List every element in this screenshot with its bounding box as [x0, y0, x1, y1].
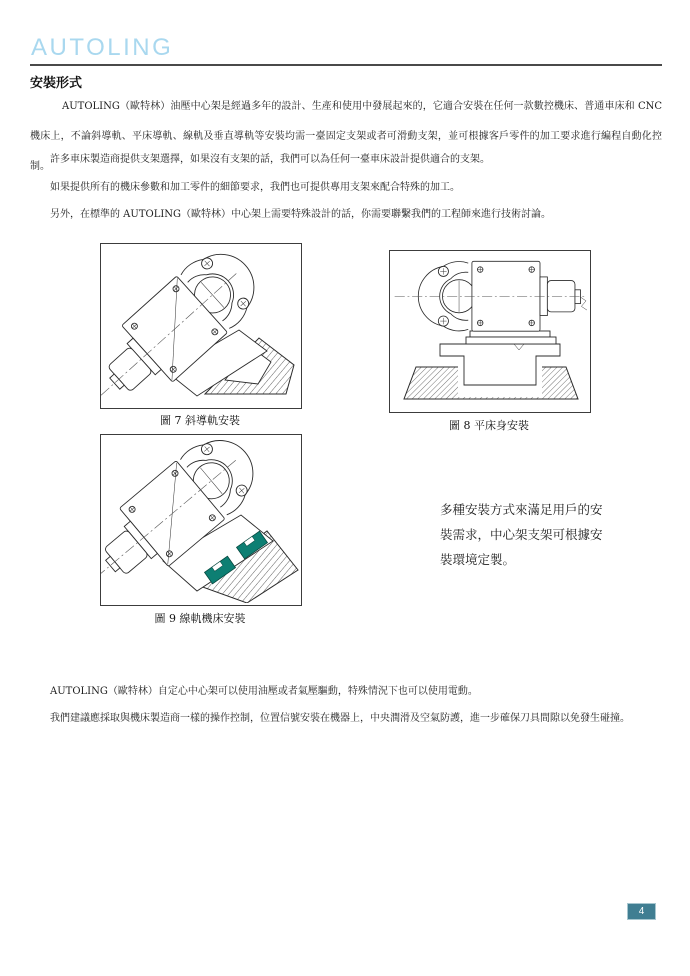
- inclined-rail-drawing-image: [101, 244, 299, 406]
- page-number: 4: [638, 906, 645, 917]
- page-number-badge: [627, 903, 656, 920]
- linear-rail-drawing-image: [101, 435, 299, 603]
- side-note: 多種安裝方式來滿足用戶的安裝需求，中心架支架可根據安裝環境定製。: [440, 502, 603, 567]
- flat-bed-drawing-image: [390, 251, 588, 410]
- figure-9-caption: 圖 9 線軌機床安裝: [154, 612, 246, 625]
- figure-7-caption: 圖 7 斜導軌安裝: [160, 414, 240, 427]
- paragraph-intro-2: 許多車床製造商提供支架選擇，如果沒有支架的話，我們可以為任何一臺車床設計提供適合的支架。: [50, 154, 490, 165]
- figure-8: [389, 250, 591, 413]
- figure-7: [100, 243, 302, 409]
- section-title: 安裝形式: [30, 76, 83, 91]
- paragraph-intro-4: 另外，在標準的 AUTOLING（歐特林）中心架上需要特殊設計的話，你需要聯繫我們的工程師來進行技術討論。: [50, 209, 552, 220]
- paragraph-closing-1: AUTOLING（歐特林）自定心中心架可以使用油壓或者氣壓驅動，特殊情況下也可以使用電動。: [50, 686, 478, 697]
- paragraph-intro-1: AUTOLING（歐特林）油壓中心架是經過多年的設計、生產和使用中發展起來的，它適合安裝在任何一款數控機床、普通車床和 CNC 機床上，不論斜導軌、平床導軌、線軌及垂直導軌等安裝均需一臺固定支架或者可滑動支架，並可根據客戶零件的加工要求進行編程自動化控制。: [30, 101, 662, 172]
- paragraph-closing-2: 我們建議應採取與機床製造商一樣的操作控制，位置信號安裝在機器上，中央潤滑及空氣防護，進一步確保刀具間隙以免發生碰撞。: [50, 713, 630, 724]
- figure-8-caption: 圖 8 平床身安裝: [449, 419, 529, 432]
- brand-logo: AUTOLING: [31, 34, 174, 61]
- paragraph-intro-3: 如果提供所有的機床參數和加工零件的細節要求，我們也可提供專用支架來配合特殊的加工。: [50, 182, 460, 193]
- figure-9: [100, 434, 302, 606]
- header-rule: [30, 64, 662, 66]
